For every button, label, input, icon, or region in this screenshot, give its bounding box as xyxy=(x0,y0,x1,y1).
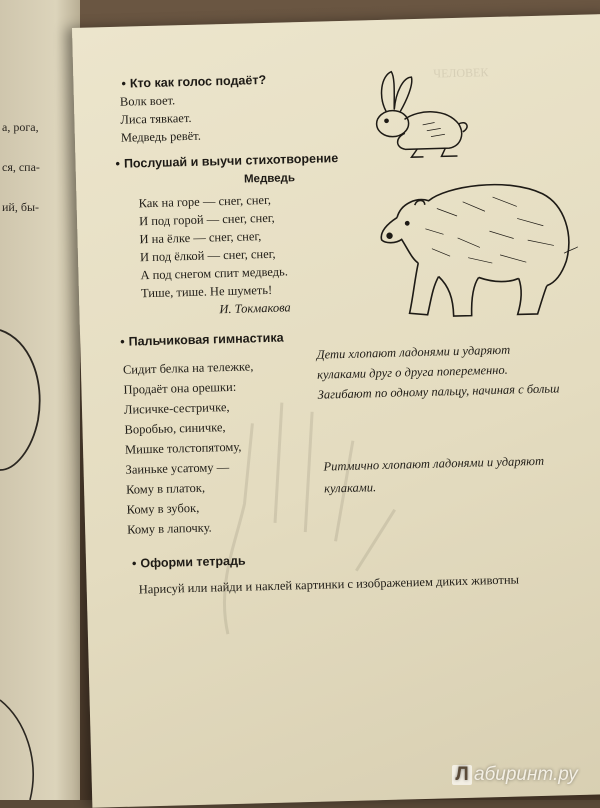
notebook-text: Нарисуй или найди и наклей картинки с изображением диких животны xyxy=(138,572,520,597)
left-page-drawing xyxy=(0,0,80,800)
gym-instruction-1c: Загибают по одному пальцу, начиная с больш xyxy=(317,381,560,402)
gym-instruction-2a: Ритмично хлопают ладонями и ударяют xyxy=(323,453,545,474)
gym-line-5: Мишке толстопятому, xyxy=(124,439,242,457)
show-through-text: ЧЕЛОВЕК xyxy=(433,65,489,81)
bear-illustration xyxy=(366,165,580,330)
poem-line-2: И под горой — снег, снег, xyxy=(138,210,275,229)
poem-title: Медведь xyxy=(243,172,296,186)
voices-line-1: Волк воет. xyxy=(119,93,176,109)
gym-line-1: Сидит белка на тележке, xyxy=(122,359,254,377)
gym-instruction-2b: кулаками. xyxy=(323,480,377,496)
voices-line-3: Медведь ревёт. xyxy=(120,128,202,145)
gym-line-8: Кому в зубок, xyxy=(126,500,200,517)
poem-line-4: И под ёлкой — снег, снег, xyxy=(139,246,276,265)
poem-line-1: Как на горе — снег, снег, xyxy=(138,192,272,211)
poem-line-6: Тише, тише. Не шуметь! xyxy=(140,282,273,301)
left-fragment-3: ий, бы- xyxy=(2,200,40,214)
gym-line-6: Заиньке усатому — xyxy=(125,460,230,477)
show-through-hand xyxy=(201,380,408,645)
left-fragment-2: ся, спа- xyxy=(2,160,40,174)
poem-line-3: И на ёлке — снег, снег, xyxy=(139,229,262,247)
heading-finger-gym: • Пальчиковая гимнастика xyxy=(120,330,284,349)
gym-line-7: Кому в платок, xyxy=(125,480,206,497)
heading-poem: • Послушай и выучи стихотворение xyxy=(115,151,339,171)
gym-line-3: Лисичке-сестричке, xyxy=(123,400,230,417)
left-page xyxy=(0,0,80,800)
workbook-page xyxy=(72,14,600,808)
voices-line-2: Лиса тявкает. xyxy=(120,110,192,127)
gym-line-9: Кому в лапочку. xyxy=(126,520,212,537)
watermark: Л абиринт.ру xyxy=(452,764,578,786)
gym-line-4: Воробью, синичке, xyxy=(124,420,226,437)
rabbit-illustration xyxy=(363,66,475,164)
left-fragment-1: а, рога, xyxy=(2,120,39,134)
poem-author: И. Токмакова xyxy=(219,300,291,317)
heading-voices: • Кто как голос подаёт? xyxy=(121,72,267,91)
gym-line-2: Продаёт она орешки: xyxy=(123,379,237,397)
gym-instruction-1b: кулаками друг о друга попеременно. xyxy=(316,362,508,382)
poem-line-5: А под снегом спит медведь. xyxy=(140,264,289,283)
heading-notebook: • Оформи тетрадь xyxy=(131,553,246,571)
gym-instruction-1a: Дети хлопают ладонями и ударяют xyxy=(316,342,511,362)
